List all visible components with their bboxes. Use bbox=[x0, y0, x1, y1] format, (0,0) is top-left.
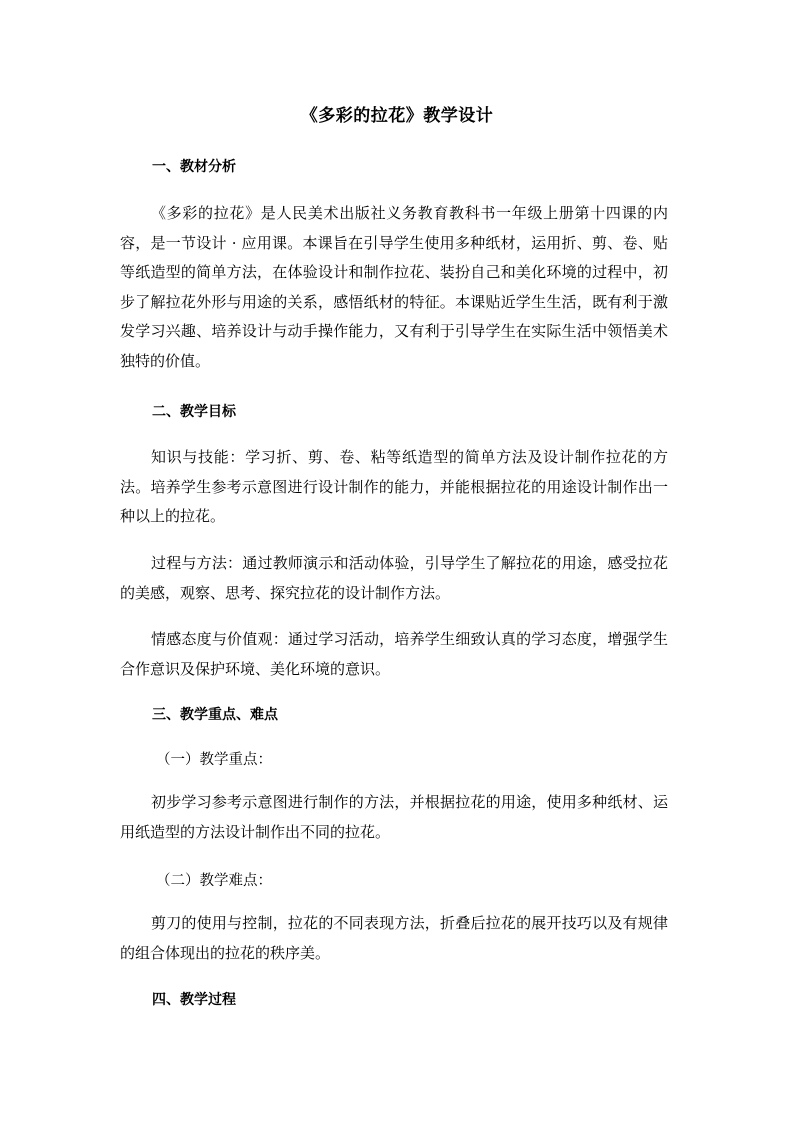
section-heading-teaching-process: 四、教学过程 bbox=[152, 992, 236, 1008]
subsection-label-difficult-points: （二）教学难点： bbox=[156, 873, 272, 889]
section-heading-teaching-goals: 二、教学目标 bbox=[152, 404, 236, 420]
section-heading-textbook-analysis: 一、教材分析 bbox=[152, 159, 236, 175]
paragraph-difficult-points: 剪刀的使用与控制，拉花的不同表现方法，折叠后拉花的展开技巧以及有规律的组合体现出的拉花的秩序美。 bbox=[120, 914, 668, 962]
paragraph-emotion-values: 情感态度与价值观：通过学习活动，培养学生细致认真的学习态度，增强学生合作意识及保护环境、美化环境的意识。 bbox=[120, 630, 668, 678]
paragraph-key-points: 初步学习参考示意图进行制作的方法，并根据拉花的用途，使用多种纸材、运用纸造型的方法设计制作出不同的拉花。 bbox=[120, 793, 668, 841]
paragraph-process-methods: 过程与方法：通过教师演示和活动体验，引导学生了解拉花的用途，感受拉花的美感，观察、思考、探究拉花的设计制作方法。 bbox=[120, 554, 668, 602]
paragraph-knowledge-skills: 知识与技能：学习折、剪、卷、粘等纸造型的简单方法及设计制作拉花的方法。培养学生参考示意图进行设计制作的能力，并能根据拉花的用途设计制作出一种以上的拉花。 bbox=[120, 448, 668, 525]
section-heading-key-difficult-points: 三、教学重点、难点 bbox=[152, 707, 278, 723]
paragraph-textbook-analysis: 《多彩的拉花》是人民美术出版社义务教育教科书一年级上册第十四课的内容，是一节设计 · 应用课。本课旨在引导学生使用多种纸材，运用折、剪、卷、贴等纸造型的简单方法，在体验设计和制作拉花、装扮自己和美化环境的过程中，初步了解拉花外形与用途的关系，感悟纸材的特征。本课贴近学生生活，既有利于激发学习兴趣、培养设计与动手操作能力，又有利于引导学生在实际生活中领悟美术独特的价值。 bbox=[120, 204, 668, 370]
document-title: 《多彩的拉花》教学设计 bbox=[300, 106, 494, 126]
subsection-label-key-points: （一）教学重点： bbox=[156, 752, 272, 768]
